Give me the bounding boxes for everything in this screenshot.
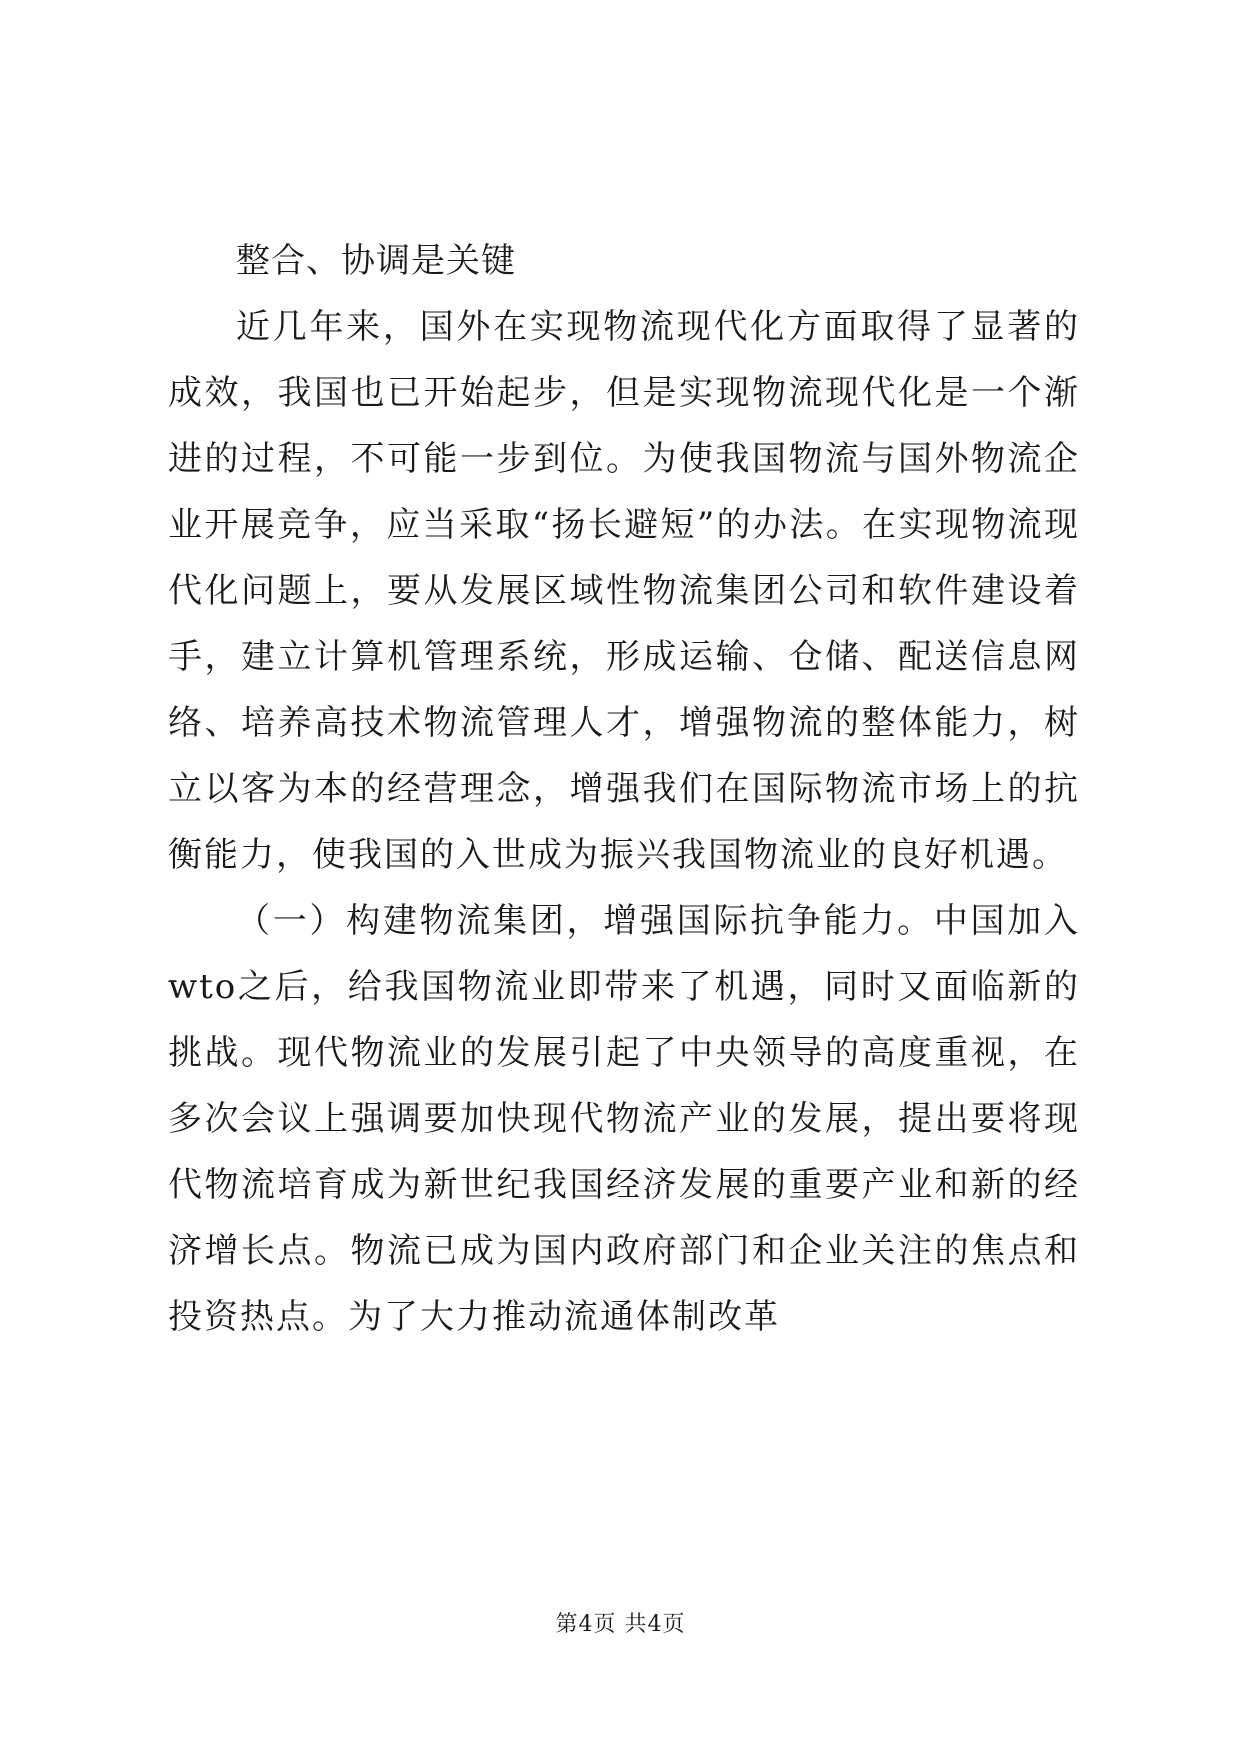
paragraph: 近几年来，国外在实现物流现代化方面取得了显著的成效，我国也已开始起步，但是实现物流现代化是一个渐进的过程，不可能一步到位。为使我国物流与国外物流企业开展竞争，应当采取“扬长避短”的办法。在实现物流现代化问题上，要从发展区域性物流集团公司和软件建设着手，建立计算机管理系统，形成运输、仓储、配送信息网络、培养高技术物流管理人才，增强物流的整体能力，树立以客为本的经营理念，增强我们在国际物流市场上的抗衡能力，使我国的入世成为振兴我国物流业的良好机遇。 bbox=[168, 307, 1080, 875]
document-body bbox=[168, 228, 1080, 1350]
page-footer: 第4页 共4页 bbox=[555, 1612, 686, 1637]
section-heading: 整合、协调是关键 bbox=[236, 241, 516, 281]
paragraph: （一）构建物流集团，增强国际抗争能力。中国加入wto之后，给我国物流业即带来了机遇，同时又面临新的挑战。现代物流业的发展引起了中央领导的高度重视，在多次会议上强调要加快现代物流产业的发展，提出要将现代物流培育成为新世纪我国经济发展的重要产业和新的经济增长点。物流已成为国内政府部门和企业关注的焦点和投资热点。为了大力推动流通体制改革 bbox=[168, 901, 1080, 1337]
